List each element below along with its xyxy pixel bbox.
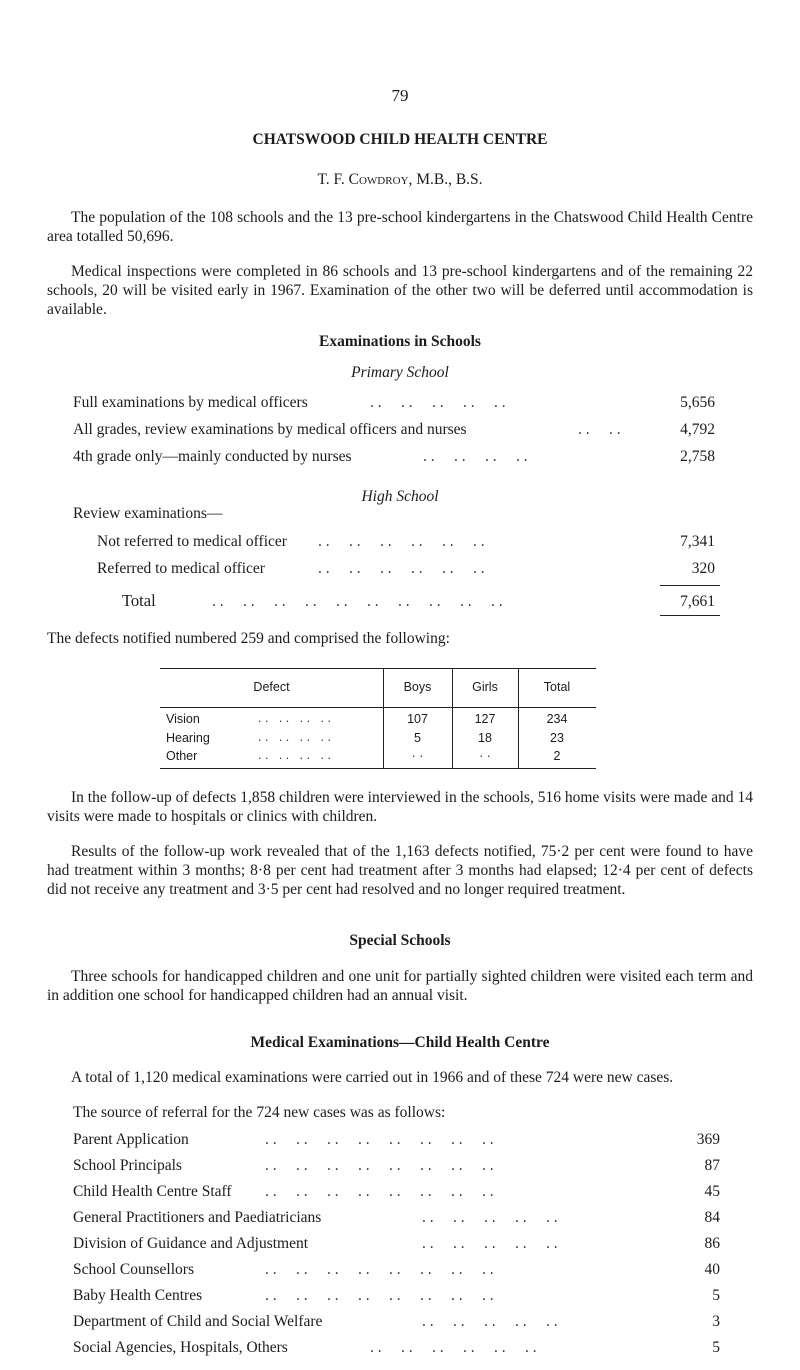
primary-row-label: All grades, review examinations by medical officers and nurses — [73, 421, 467, 438]
table-cell-total: 234 — [546, 712, 568, 726]
primary-row-value: 5,656 — [680, 394, 715, 411]
leader-dots: . . . . . . . . . . . . . . . . — [265, 1287, 494, 1304]
table-cell-defect: Hearing — [166, 731, 210, 745]
list-item-value: 86 — [704, 1235, 720, 1252]
table-header-defect: Defect — [253, 680, 290, 694]
paragraph-population: The population of the 108 schools and the 13 pre-school kindergartens in the Chatswood Child Health Centre area totalled 50,696. — [47, 209, 753, 245]
subheading-high: High School — [361, 488, 439, 505]
list-item: School Principals — [73, 1157, 182, 1174]
leader-dots: . . . . . . . . . . — [422, 1209, 558, 1226]
paragraph-inspections: Medical inspections were completed in 86 schools and 13 pre-school kindergartens and of the remaining 22 schools, 20 will be visited early in 1967. Examination of the other two will be deferred until accommodation is available. — [47, 263, 753, 318]
leader-dots: . . . . . . . . — [258, 730, 331, 744]
list-item: Social Agencies, Hospitals, Others — [73, 1339, 288, 1356]
total-rule — [660, 615, 720, 616]
paragraph-results: Results of the follow-up work revealed that of the 1,163 defects notified, 75·2 per cent were found to have had treatment within 3 months; 8·8 per cent had treatment after 3 months had elapsed; 12·4 per cent of defects did not receive any treatment and 3·5 per cent had resolved and no longer required treatment. — [47, 843, 753, 898]
high-row-value: 320 — [691, 560, 715, 577]
list-item-value: 45 — [704, 1183, 720, 1200]
list-item-value: 84 — [704, 1209, 720, 1226]
leader-dots: . . . . . . . . — [258, 748, 331, 762]
leader-dots: . . . . . . . . . . . . . . . . — [265, 1261, 494, 1278]
list-item: Parent Application — [73, 1131, 189, 1148]
section-heading-special: Special Schools — [349, 932, 451, 949]
total-value: 7,661 — [680, 593, 715, 610]
referral-intro: The source of referral for the 724 new cases was as follows: — [73, 1104, 446, 1121]
leader-dots: . . . . . . . . . . . . — [318, 560, 485, 577]
leader-dots: . . . . . . . . . . . . — [370, 1339, 537, 1356]
table-cell-total: 2 — [553, 749, 561, 763]
table-cell-defect: Other — [166, 749, 198, 763]
paragraph-special-schools: Three schools for handicapped children and one unit for partially sighted children were visited each term and in addition one school for handicapped children had an annual visit. — [47, 968, 753, 1004]
list-item-value: 3 — [712, 1313, 720, 1330]
leader-dots: . . . . . . . . . . . . . . . . — [265, 1183, 494, 1200]
list-item: School Counsellors — [73, 1261, 194, 1278]
leader-dots: . . . . . . . . . . — [422, 1313, 558, 1330]
subheading-primary: Primary School — [351, 364, 449, 381]
table-header-boys: Boys — [403, 680, 432, 694]
table-bottom-rule — [160, 768, 596, 769]
page-number: 79 — [391, 86, 409, 105]
table-cell-boys: 107 — [407, 712, 428, 726]
leader-dots: . . . . . . . . — [423, 448, 528, 465]
table-cell-boys: · · — [411, 749, 424, 763]
table-cell-girls: 127 — [474, 712, 496, 726]
list-item: Baby Health Centres — [73, 1287, 203, 1304]
list-item: Division of Guidance and Adjustment — [73, 1235, 309, 1252]
author-name: T. F. Cowdroy, M.B., B.S. — [317, 171, 483, 188]
leader-dots: . . . . . . . . . . — [422, 1235, 558, 1252]
list-item-value: 369 — [696, 1131, 720, 1148]
table-header-rule — [160, 707, 596, 708]
leader-dots: . . . . . . . . . . . . . . . . — [265, 1131, 494, 1148]
author-line — [0, 171, 800, 189]
list-item-value: 87 — [704, 1157, 720, 1174]
list-item-value: 40 — [704, 1261, 720, 1278]
list-item-value: 5 — [712, 1287, 720, 1304]
primary-row-value: 2,758 — [680, 448, 715, 465]
paragraph-follow-up: In the follow-up of defects 1,858 children were interviewed in the schools, 516 home visits were made and 14 visits were made to hospitals or clinics with children. — [47, 789, 753, 825]
table-cell-boys: 5 — [414, 731, 421, 745]
list-item: Child Health Centre Staff — [73, 1183, 232, 1200]
table-cell-girls: 18 — [478, 731, 492, 745]
table-header-total: Total — [543, 680, 571, 694]
leader-dots: . . . . . . . . . . . . . . . . — [265, 1157, 494, 1174]
primary-row-label: Full examinations by medical officers — [73, 394, 308, 411]
table-top-rule — [160, 668, 596, 669]
high-row-label: Referred to medical officer — [97, 560, 265, 577]
list-item: Department of Child and Social Welfare — [73, 1313, 323, 1330]
table-cell-defect: Vision — [166, 712, 200, 726]
list-item-value: 5 — [712, 1339, 720, 1356]
list-item: General Practitioners and Paediatricians — [73, 1209, 322, 1226]
page-title: CHATSWOOD CHILD HEALTH CENTRE — [252, 131, 548, 148]
review-label: Review examinations— — [73, 505, 223, 522]
total-label: Total — [122, 591, 156, 610]
section-heading-examinations: Examinations in Schools — [319, 333, 481, 350]
table-cell-girls: · · — [479, 749, 491, 763]
sum-rule — [660, 585, 720, 586]
leader-dots: . . . . . . . . — [258, 711, 331, 725]
defects-intro: The defects notified numbered 259 and comprised the following: — [47, 630, 450, 647]
table-header-girls: Girls — [472, 680, 498, 694]
primary-row-label: 4th grade only—mainly conducted by nurses — [73, 448, 352, 465]
section-heading-medical: Medical Examinations—Child Health Centre — [250, 1034, 550, 1051]
table-cell-total: 23 — [550, 731, 564, 745]
leader-dots: . . . . . . . . . . . . — [318, 533, 485, 550]
paragraph-medical-total: A total of 1,120 medical examinations were carried out in 1966 and of these 724 were new cases. — [71, 1069, 674, 1086]
high-row-label: Not referred to medical officer — [97, 533, 287, 550]
leader-dots: . . . . — [578, 421, 621, 438]
leader-dots: . . . . . . . . . . — [370, 394, 506, 411]
high-row-value: 7,341 — [680, 533, 715, 550]
leader-dots: . . . . . . . . . . . . . . . . . . . . — [212, 593, 503, 610]
primary-row-value: 4,792 — [680, 421, 715, 438]
